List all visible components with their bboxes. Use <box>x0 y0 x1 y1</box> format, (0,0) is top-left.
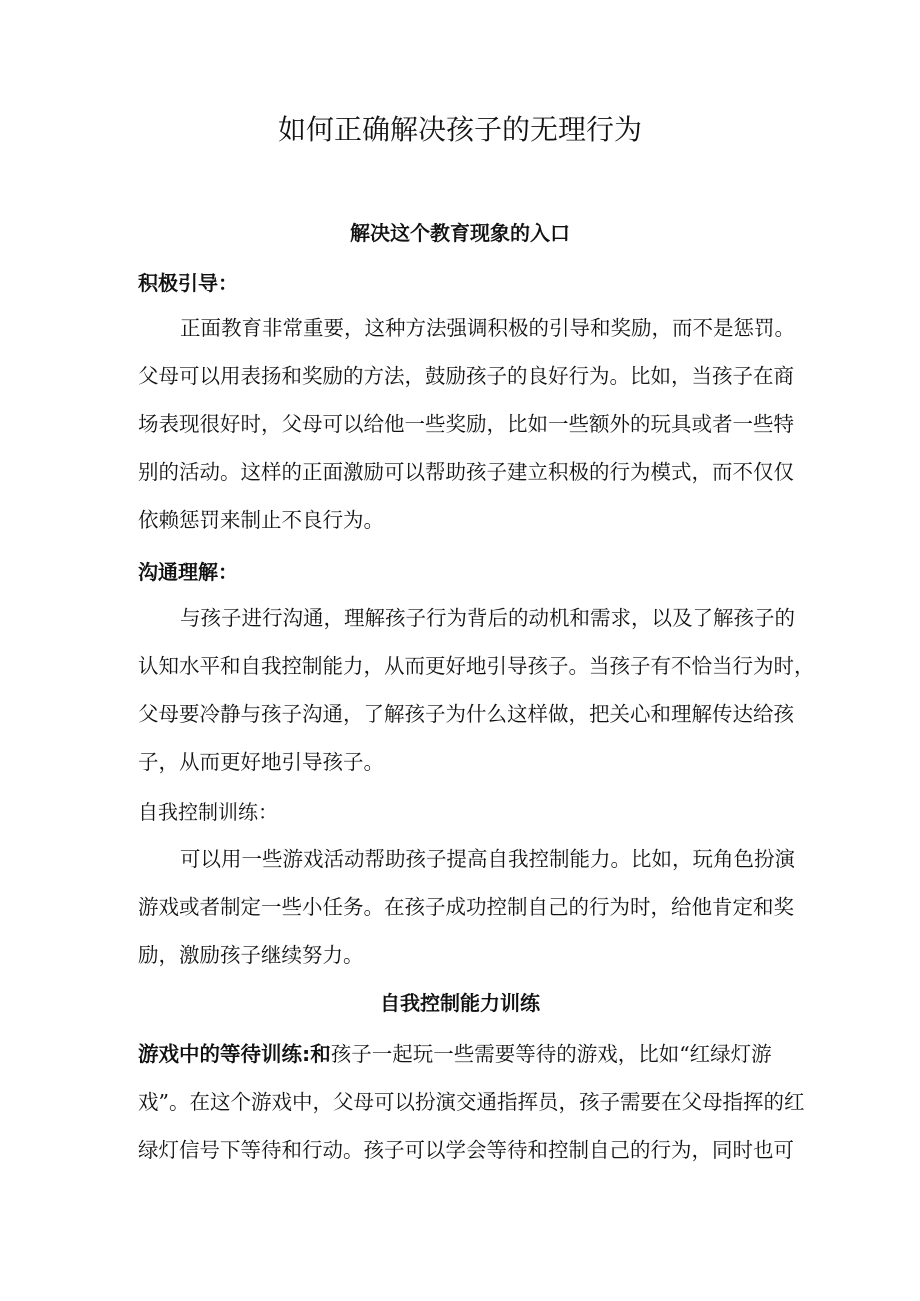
paragraph-line: 场表现很好时，父母可以给他一些奖励，比如一些额外的玩具或者一些特 <box>138 412 794 436</box>
paragraph-line-rest: 孩子一起玩一些需要等待的游戏，比如“红绿灯游 <box>330 1042 772 1066</box>
document-title: 如何正确解决孩子的无理行为 <box>277 113 642 146</box>
paragraph-line: 游戏或者制定一些小任务。在孩子成功控制自己的行为时，给他肯定和奖 <box>138 895 794 919</box>
paragraph-self-control <box>138 835 795 979</box>
paragraph-line: 可以用一些游戏活动帮助孩子提高自我控制能力。比如，玩角色扮演 <box>180 847 795 871</box>
paragraph-line: 父母要冷静与孩子沟通，了解孩子为什么这样做，把关心和理解传达给孩 <box>138 702 794 726</box>
paragraph-positive-guidance <box>138 304 795 544</box>
paragraph-line: 励，激励孩子继续努力。 <box>138 943 364 967</box>
paragraph-communication <box>138 594 815 786</box>
section-heading-self-control-training: 自我控制能力训练 <box>380 991 540 1015</box>
paragraph-line: 正面教育非常重要，这种方法强调积极的引导和奖励，而不是惩罚。 <box>180 316 795 340</box>
paragraph-line: 父母可以用表扬和奖励的方法，鼓励孩子的良好行为。比如，当孩子在商 <box>138 364 794 388</box>
paragraph-line-with-lead <box>138 1030 790 1078</box>
paragraph-line: 绿灯信号下等待和行动。孩子可以学会等待和控制自己的行为，同时也可 <box>138 1138 794 1162</box>
paragraph-line: 与孩子进行沟通，理解孩子行为背后的动机和需求，以及了解孩子的 <box>180 606 795 630</box>
paragraph-line: 子，从而更好地引导孩子。 <box>138 750 384 774</box>
paragraph-line: 依赖惩罚来制止不良行为。 <box>138 508 384 532</box>
subheading-self-control: 自我控制训练： <box>138 800 278 824</box>
paragraph-line: 别的活动。这样的正面激励可以帮助孩子建立积极的行为模式，而不仅仅 <box>138 460 794 484</box>
waiting-game-lead: 游戏中的等待训练:和 <box>138 1042 331 1066</box>
subheading-communication: 沟通理解： <box>138 560 238 584</box>
subheading-positive-guidance: 积极引导： <box>138 271 238 295</box>
paragraph-line: 认知水平和自我控制能力，从而更好地引导孩子。当孩子有不恰当行为时， <box>138 654 815 678</box>
paragraph-line: 戏”。在这个游戏中，父母可以扮演交通指挥员，孩子需要在父母指挥的红 <box>138 1090 805 1114</box>
section-heading-entry: 解决这个教育现象的入口 <box>350 221 570 245</box>
paragraph-waiting-game <box>138 1030 805 1174</box>
